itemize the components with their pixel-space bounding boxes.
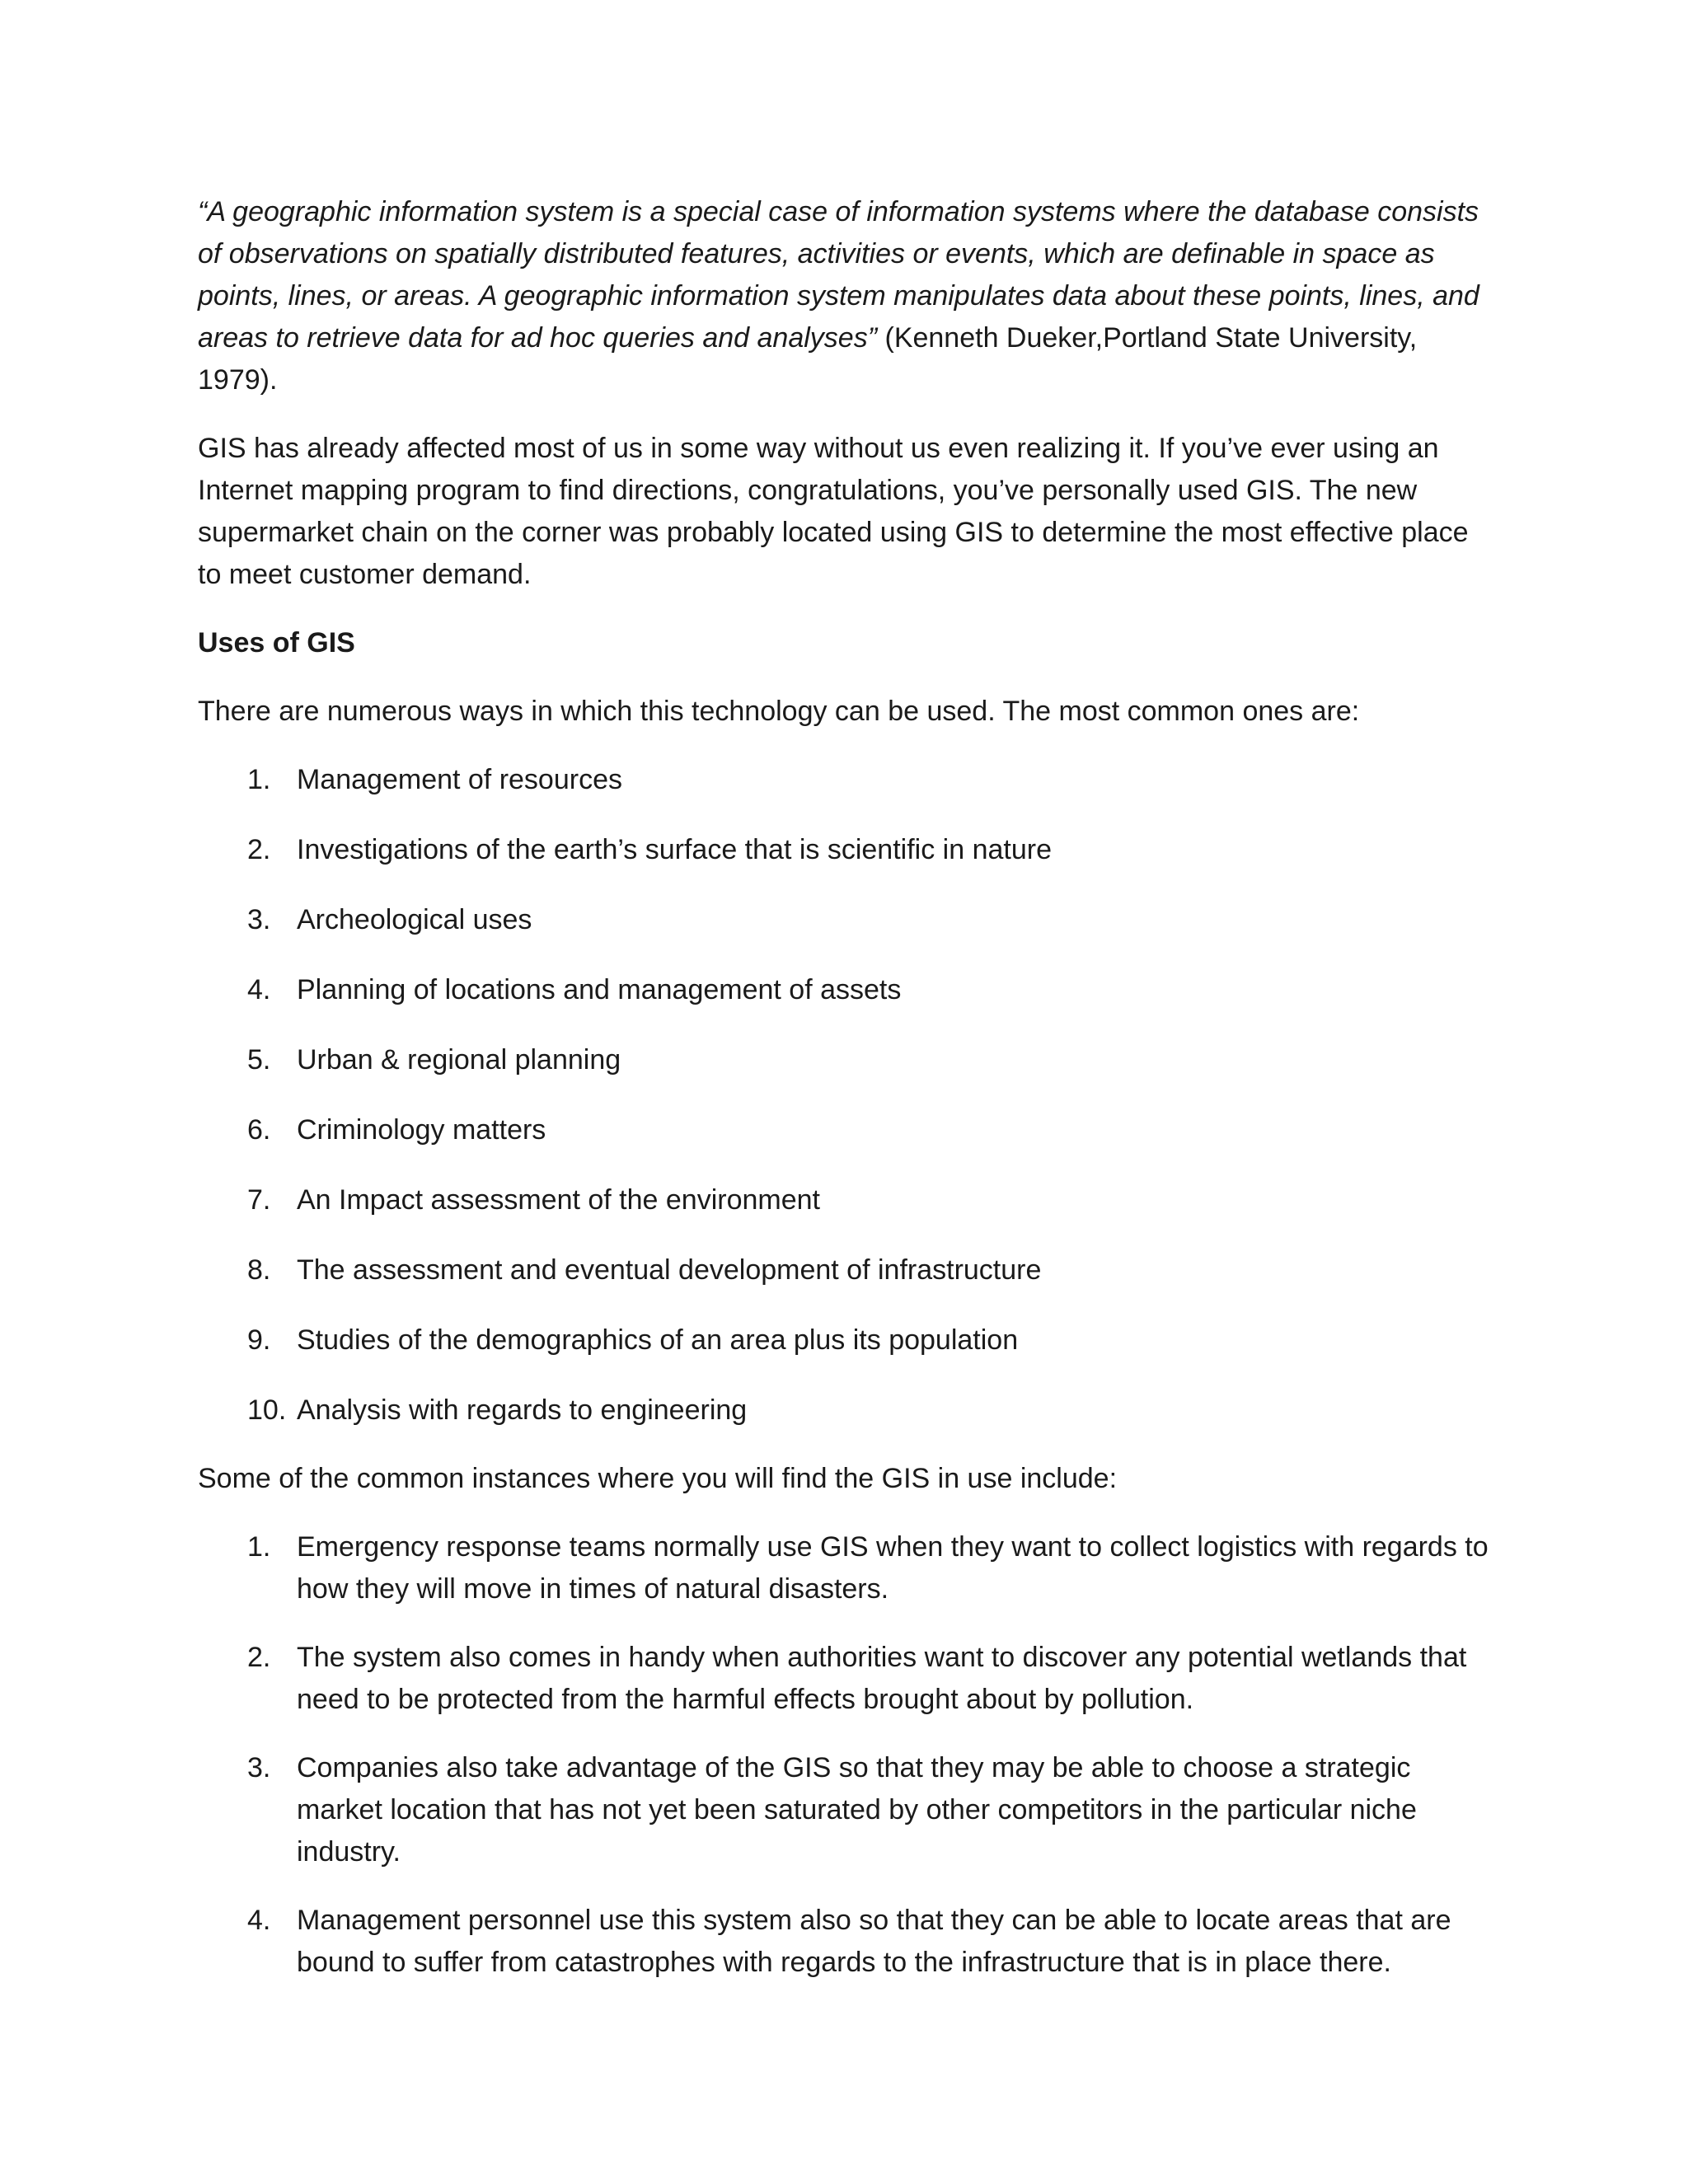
list-number: 5. [247, 1044, 271, 1076]
list-item-text: Archeological uses [297, 904, 532, 935]
quote-text: “A geographic information system is a special case of information systems where the database consists of observations on spatially distributed features, activities or events, which are definable in space as points, lines, or areas. A geographic information system manipulates data about these points, lines, and areas to retrieve data for ad hoc queries and analyses” [198, 196, 1479, 354]
list-item [198, 1747, 1492, 1873]
list-item-text: Planning of locations and management of assets [297, 974, 902, 1005]
list-item-text: Management of resources [297, 764, 622, 795]
list-item [198, 1039, 1492, 1081]
list-item-text: The system also comes in handy when authorities want to discover any potential wetlands that need to be protected from the harmful effects brought about by pollution. [297, 1642, 1467, 1715]
list-item [198, 1179, 1492, 1221]
list-item [198, 1637, 1492, 1721]
instances-intro: Some of the common instances where you will find the GIS in use include: [198, 1463, 1118, 1494]
list-item-text: An Impact assessment of the environment [297, 1184, 820, 1216]
list-item [198, 1900, 1492, 1984]
list-item-text: Management personnel use this system also so that they can be able to locate areas that are bound to suffer from catastrophes with regards to the infrastructure that is in place there. [297, 1905, 1451, 1978]
list-item [198, 829, 1492, 871]
list-item-text: Analysis with regards to engineering [297, 1394, 748, 1426]
list-item [198, 1249, 1492, 1291]
list-item [198, 759, 1492, 801]
gis-definition-quote [198, 191, 1492, 401]
list-number: 8. [247, 1254, 271, 1286]
uses-intro: There are numerous ways in which this technology can be used. The most common ones are: [198, 696, 1360, 727]
list-item [198, 969, 1492, 1011]
list-item-text: Investigations of the earth’s surface that is scientific in nature [297, 834, 1052, 865]
list-item-text: The assessment and eventual development of infrastructure [297, 1254, 1042, 1286]
list-number: 9. [247, 1324, 271, 1356]
list-item [198, 1319, 1492, 1361]
instances-list [198, 1526, 1492, 1984]
list-number: 1. [247, 1531, 271, 1563]
list-item-text: Emergency response teams normally use GIS when they want to collect logistics with regards to how they will move in times of natural disasters. [297, 1531, 1489, 1605]
list-item-text: Urban & regional planning [297, 1044, 621, 1076]
list-item-text: Companies also take advantage of the GIS so that they may be able to choose a strategic market location that has not yet been saturated by other competitors in the particular niche industry. [297, 1752, 1417, 1868]
list-item [198, 899, 1492, 941]
list-number: 2. [247, 1642, 271, 1673]
list-number: 7. [247, 1184, 271, 1216]
list-item [198, 1526, 1492, 1610]
list-item [198, 1390, 1492, 1432]
list-number: 4. [247, 1905, 271, 1936]
list-number: 3. [247, 904, 271, 935]
list-number: 6. [247, 1114, 271, 1146]
list-item [198, 1109, 1492, 1151]
list-number: 2. [247, 834, 271, 865]
list-number: 4. [247, 974, 271, 1005]
list-number: 1. [247, 764, 271, 795]
uses-heading: Uses of GIS [198, 627, 355, 658]
list-number: 3. [247, 1752, 271, 1783]
document-body [198, 191, 1492, 2010]
uses-list [198, 759, 1492, 1432]
list-item-text: Criminology matters [297, 1114, 546, 1146]
intro-paragraph: GIS has already affected most of us in some way without us even realizing it. If you’ve ever using an Internet mapping program to find directions, congratulations, you’ve personally used GIS. The new supermarket chain on the corner was probably located using GIS to determine the most effective place to meet customer demand. [198, 433, 1469, 590]
list-item-text: Studies of the demographics of an area plus its population [297, 1324, 1019, 1356]
quote-citation: (Kenneth Dueker,Portland State University, 1979). [198, 322, 1418, 396]
list-number: 10. [247, 1394, 287, 1426]
